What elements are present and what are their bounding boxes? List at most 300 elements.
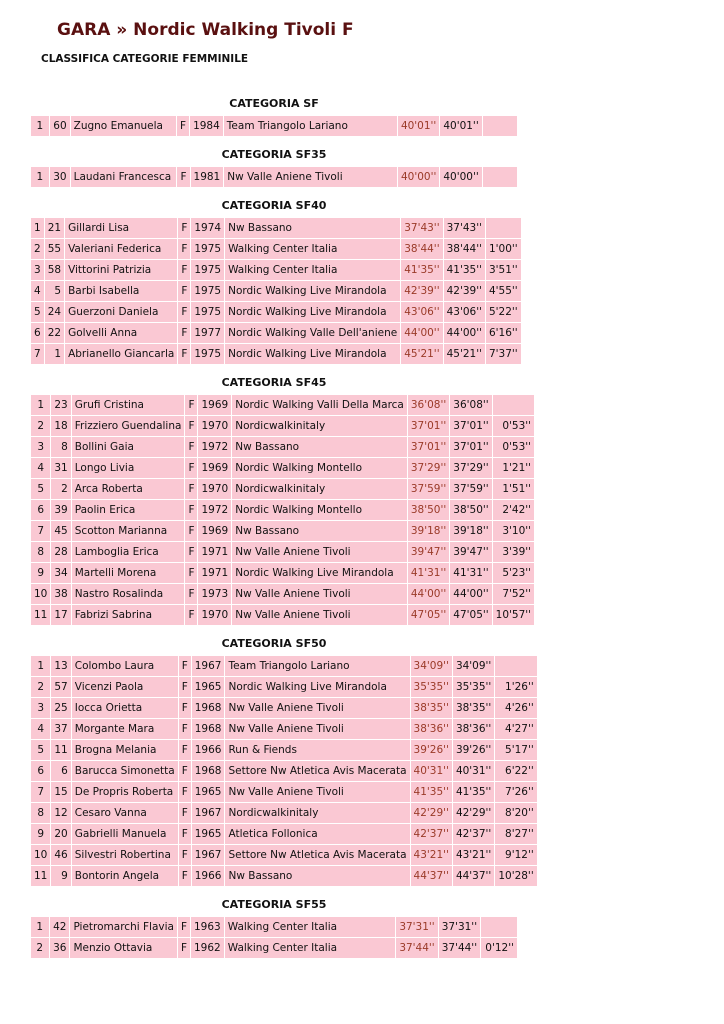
- gap-cell: 5'22'': [486, 302, 521, 322]
- sex-cell: F: [178, 323, 190, 343]
- birth-year-cell: 1967: [192, 803, 225, 823]
- table-row: [31, 281, 521, 301]
- table-row: [31, 542, 534, 562]
- bib-number-cell: 23: [51, 395, 70, 415]
- results-table: [30, 166, 518, 188]
- birth-year-cell: 1975: [191, 239, 224, 259]
- team-cell: Nw Valle Aniene Tivoli: [225, 698, 409, 718]
- gap-cell: 5'23'': [493, 563, 534, 583]
- sex-cell: F: [185, 479, 197, 499]
- birth-year-cell: 1968: [192, 698, 225, 718]
- bib-number-cell: 37: [51, 719, 70, 739]
- gap-cell: 10'28'': [495, 866, 536, 886]
- position-cell: 6: [31, 500, 50, 520]
- sex-cell: F: [178, 917, 190, 937]
- team-cell: Nw Bassano: [225, 866, 409, 886]
- time-cell: 39'18'': [408, 521, 449, 541]
- category-section: [30, 893, 518, 959]
- time-cell: 45'21'': [401, 344, 442, 364]
- time-cell: 38'36'': [411, 719, 452, 739]
- sex-cell: F: [178, 239, 190, 259]
- birth-year-cell: 1969: [198, 521, 231, 541]
- time-cell: 40'00'': [398, 167, 439, 187]
- position-cell: 10: [31, 584, 50, 604]
- real-time-cell: 41'31'': [450, 563, 491, 583]
- gap-cell: 4'26'': [495, 698, 536, 718]
- time-cell: 43'06'': [401, 302, 442, 322]
- position-cell: 4: [31, 719, 50, 739]
- real-time-cell: 40'00'': [440, 167, 481, 187]
- table-row: [31, 803, 537, 823]
- position-cell: 11: [31, 866, 50, 886]
- bib-number-cell: 39: [51, 500, 70, 520]
- gap-cell: 7'26'': [495, 782, 536, 802]
- sex-cell: F: [179, 677, 191, 697]
- position-cell: 4: [31, 458, 50, 478]
- bib-number-cell: 42: [50, 917, 70, 937]
- team-cell: Nw Valle Aniene Tivoli: [225, 782, 409, 802]
- time-cell: 43'21'': [411, 845, 452, 865]
- birth-year-cell: 1965: [192, 677, 225, 697]
- gap-cell: 7'52'': [493, 584, 534, 604]
- birth-year-cell: 1975: [191, 344, 224, 364]
- sex-cell: F: [179, 698, 191, 718]
- real-time-cell: 37'29'': [450, 458, 491, 478]
- athlete-name-cell: Brogna Melania: [72, 740, 178, 760]
- page-title: GARA » Nordic Walking Tivoli F: [57, 20, 354, 40]
- team-cell: Nordic Walking Valle Dell'aniene: [225, 323, 400, 343]
- gap-cell: 4'55'': [486, 281, 521, 301]
- time-cell: 38'35'': [411, 698, 452, 718]
- bib-number-cell: 36: [50, 938, 70, 958]
- real-time-cell: 40'31'': [453, 761, 494, 781]
- gap-cell: 4'27'': [495, 719, 536, 739]
- athlete-name-cell: Bollini Gaia: [72, 437, 185, 457]
- team-cell: Walking Center Italia: [225, 260, 400, 280]
- table-row: [31, 677, 537, 697]
- sex-cell: F: [185, 500, 197, 520]
- real-time-cell: 43'06'': [444, 302, 485, 322]
- birth-year-cell: 1968: [192, 719, 225, 739]
- position-cell: 11: [31, 605, 50, 625]
- bib-number-cell: 6: [51, 761, 70, 781]
- real-time-cell: 42'29'': [453, 803, 494, 823]
- position-cell: 7: [31, 521, 50, 541]
- athlete-name-cell: Vittorini Patrizia: [65, 260, 177, 280]
- real-time-cell: 36'08'': [450, 395, 491, 415]
- table-row: [31, 260, 521, 280]
- results-table: [30, 655, 538, 887]
- birth-year-cell: 1971: [198, 542, 231, 562]
- sex-cell: F: [185, 416, 197, 436]
- bib-number-cell: 20: [51, 824, 70, 844]
- gap-cell: [481, 917, 517, 937]
- time-cell: 37'31'': [396, 917, 437, 937]
- gap-cell: [495, 656, 536, 676]
- results-table: [30, 394, 535, 626]
- team-cell: Team Triangolo Lariano: [225, 656, 409, 676]
- category-header: CATEGORIA SF35: [221, 148, 327, 161]
- time-cell: 47'05'': [408, 605, 449, 625]
- birth-year-cell: 1965: [192, 782, 225, 802]
- bib-number-cell: 57: [51, 677, 70, 697]
- real-time-cell: 40'01'': [440, 116, 481, 136]
- athlete-name-cell: Zugno Emanuela: [71, 116, 176, 136]
- time-cell: 38'50'': [408, 500, 449, 520]
- sex-cell: F: [178, 218, 190, 238]
- time-cell: 37'43'': [401, 218, 442, 238]
- table-row: [31, 866, 537, 886]
- athlete-name-cell: Silvestri Robertina: [72, 845, 178, 865]
- gap-cell: 3'39'': [493, 542, 534, 562]
- sex-cell: F: [185, 563, 197, 583]
- position-cell: 10: [31, 845, 50, 865]
- position-cell: 6: [31, 323, 44, 343]
- position-cell: 5: [31, 479, 50, 499]
- table-row: [31, 563, 534, 583]
- time-cell: 34'09'': [411, 656, 452, 676]
- team-cell: Nw Valle Aniene Tivoli: [224, 167, 397, 187]
- position-cell: 3: [31, 437, 50, 457]
- athlete-name-cell: Colombo Laura: [72, 656, 178, 676]
- table-row: [31, 605, 534, 625]
- sex-cell: F: [179, 803, 191, 823]
- position-cell: 9: [31, 563, 50, 583]
- results-table: [30, 217, 522, 365]
- birth-year-cell: 1970: [198, 605, 231, 625]
- birth-year-cell: 1981: [191, 167, 224, 187]
- position-cell: 1: [31, 116, 49, 136]
- team-cell: Nw Bassano: [232, 521, 407, 541]
- birth-year-cell: 1974: [191, 218, 224, 238]
- birth-year-cell: 1975: [191, 260, 224, 280]
- athlete-name-cell: Menzio Ottavia: [70, 938, 177, 958]
- table-row: [31, 416, 534, 436]
- real-time-cell: 38'44'': [444, 239, 485, 259]
- athlete-name-cell: Valeriani Federica: [65, 239, 177, 259]
- real-time-cell: 47'05'': [450, 605, 491, 625]
- bib-number-cell: 34: [51, 563, 70, 583]
- birth-year-cell: 1963: [191, 917, 224, 937]
- real-time-cell: 37'01'': [450, 416, 491, 436]
- gap-cell: 2'42'': [493, 500, 534, 520]
- bib-number-cell: 45: [51, 521, 70, 541]
- category-header: CATEGORIA SF40: [221, 199, 327, 212]
- table-row: [31, 437, 534, 457]
- real-time-cell: 37'43'': [444, 218, 485, 238]
- real-time-cell: 42'37'': [453, 824, 494, 844]
- gap-cell: 8'27'': [495, 824, 536, 844]
- time-cell: 37'01'': [408, 416, 449, 436]
- athlete-name-cell: Nastro Rosalinda: [72, 584, 185, 604]
- table-row: [31, 500, 534, 520]
- athlete-name-cell: Gillardi Lisa: [65, 218, 177, 238]
- team-cell: Walking Center Italia: [225, 917, 396, 937]
- real-time-cell: 39'18'': [450, 521, 491, 541]
- bib-number-cell: 15: [51, 782, 70, 802]
- position-cell: 3: [31, 698, 50, 718]
- table-row: [31, 845, 537, 865]
- gap-cell: [483, 116, 517, 136]
- team-cell: Settore Nw Atletica Avis Macerata: [225, 845, 409, 865]
- bib-number-cell: 24: [45, 302, 64, 322]
- real-time-cell: 45'21'': [444, 344, 485, 364]
- time-cell: 41'35'': [401, 260, 442, 280]
- sex-cell: F: [179, 824, 191, 844]
- birth-year-cell: 1977: [191, 323, 224, 343]
- position-cell: 2: [31, 416, 50, 436]
- team-cell: Nw Bassano: [225, 218, 400, 238]
- athlete-name-cell: Longo Livia: [72, 458, 185, 478]
- team-cell: Nw Valle Aniene Tivoli: [225, 719, 409, 739]
- bib-number-cell: 55: [45, 239, 64, 259]
- gap-cell: 3'51'': [486, 260, 521, 280]
- bib-number-cell: 2: [51, 479, 70, 499]
- bib-number-cell: 11: [51, 740, 70, 760]
- table-row: [31, 740, 537, 760]
- time-cell: 39'47'': [408, 542, 449, 562]
- time-cell: 42'39'': [401, 281, 442, 301]
- position-cell: 3: [31, 260, 44, 280]
- sex-cell: F: [178, 260, 190, 280]
- bib-number-cell: 1: [45, 344, 64, 364]
- sex-cell: F: [179, 845, 191, 865]
- bib-number-cell: 25: [51, 698, 70, 718]
- athlete-name-cell: Laudani Francesca: [71, 167, 177, 187]
- team-cell: Nordic Walking Montello: [232, 500, 407, 520]
- birth-year-cell: 1975: [191, 281, 224, 301]
- category-section: [30, 92, 518, 137]
- real-time-cell: 43'21'': [453, 845, 494, 865]
- table-row: [31, 323, 521, 343]
- birth-year-cell: 1972: [198, 500, 231, 520]
- sex-cell: F: [179, 761, 191, 781]
- gap-cell: [486, 218, 521, 238]
- athlete-name-cell: Vicenzi Paola: [72, 677, 178, 697]
- athlete-name-cell: De Propris Roberta: [72, 782, 178, 802]
- gap-cell: 1'51'': [493, 479, 534, 499]
- team-cell: Nordicwalkinitaly: [232, 416, 407, 436]
- table-row: [31, 395, 534, 415]
- table-row: [31, 917, 517, 937]
- bib-number-cell: 30: [50, 167, 70, 187]
- birth-year-cell: 1969: [198, 395, 231, 415]
- athlete-name-cell: Guerzoni Daniela: [65, 302, 177, 322]
- birth-year-cell: 1968: [192, 761, 225, 781]
- table-row: [31, 656, 537, 676]
- position-cell: 4: [31, 281, 44, 301]
- time-cell: 40'31'': [411, 761, 452, 781]
- bib-number-cell: 18: [51, 416, 70, 436]
- birth-year-cell: 1970: [198, 479, 231, 499]
- athlete-name-cell: Pietromarchi Flavia: [70, 917, 177, 937]
- position-cell: 2: [31, 938, 49, 958]
- table-row: [31, 239, 521, 259]
- time-cell: 39'26'': [411, 740, 452, 760]
- sex-cell: F: [185, 584, 197, 604]
- position-cell: 5: [31, 302, 44, 322]
- results-table: [30, 916, 518, 959]
- birth-year-cell: 1971: [198, 563, 231, 583]
- sex-cell: F: [178, 938, 190, 958]
- team-cell: Nw Valle Aniene Tivoli: [232, 605, 407, 625]
- gap-cell: 0'12'': [481, 938, 517, 958]
- team-cell: Nw Valle Aniene Tivoli: [232, 584, 407, 604]
- bib-number-cell: 31: [51, 458, 70, 478]
- real-time-cell: 37'31'': [439, 917, 480, 937]
- gap-cell: [483, 167, 517, 187]
- sex-cell: F: [185, 437, 197, 457]
- athlete-name-cell: Barbi Isabella: [65, 281, 177, 301]
- athlete-name-cell: Frizziero Guendalina: [72, 416, 185, 436]
- bib-number-cell: 12: [51, 803, 70, 823]
- team-cell: Team Triangolo Lariano: [224, 116, 397, 136]
- sex-cell: F: [179, 866, 191, 886]
- category-header: CATEGORIA SF55: [221, 898, 327, 911]
- sex-cell: F: [177, 167, 189, 187]
- gap-cell: 1'26'': [495, 677, 536, 697]
- time-cell: 41'31'': [408, 563, 449, 583]
- athlete-name-cell: Abrianello Giancarla: [65, 344, 177, 364]
- real-time-cell: 41'35'': [444, 260, 485, 280]
- team-cell: Nordic Walking Live Mirandola: [225, 302, 400, 322]
- category-header: CATEGORIA SF: [229, 97, 319, 110]
- table-row: [31, 302, 521, 322]
- table-row: [31, 218, 521, 238]
- bib-number-cell: 13: [51, 656, 70, 676]
- category-section: [30, 143, 518, 188]
- time-cell: 37'29'': [408, 458, 449, 478]
- team-cell: Nordic Walking Valli Della Marca: [232, 395, 407, 415]
- table-row: [31, 116, 517, 136]
- position-cell: 1: [31, 656, 50, 676]
- gap-cell: 0'53'': [493, 437, 534, 457]
- team-cell: Nordicwalkinitaly: [225, 803, 409, 823]
- time-cell: 42'29'': [411, 803, 452, 823]
- table-row: [31, 584, 534, 604]
- birth-year-cell: 1975: [191, 302, 224, 322]
- position-cell: 2: [31, 239, 44, 259]
- real-time-cell: 44'37'': [453, 866, 494, 886]
- time-cell: 44'00'': [401, 323, 442, 343]
- table-row: [31, 719, 537, 739]
- sex-cell: F: [185, 458, 197, 478]
- sex-cell: F: [178, 281, 190, 301]
- table-row: [31, 344, 521, 364]
- bib-number-cell: 17: [51, 605, 70, 625]
- sex-cell: F: [185, 542, 197, 562]
- team-cell: Nw Bassano: [232, 437, 407, 457]
- athlete-name-cell: Martelli Morena: [72, 563, 185, 583]
- real-time-cell: 39'26'': [453, 740, 494, 760]
- birth-year-cell: 1984: [190, 116, 223, 136]
- gap-cell: 1'21'': [493, 458, 534, 478]
- bib-number-cell: 5: [45, 281, 64, 301]
- time-cell: 35'35'': [411, 677, 452, 697]
- birth-year-cell: 1969: [198, 458, 231, 478]
- athlete-name-cell: Gabrielli Manuela: [72, 824, 178, 844]
- sex-cell: F: [179, 656, 191, 676]
- real-time-cell: 34'09'': [453, 656, 494, 676]
- bib-number-cell: 28: [51, 542, 70, 562]
- athlete-name-cell: Bontorin Angela: [72, 866, 178, 886]
- team-cell: Nordic Walking Live Mirandola: [225, 344, 400, 364]
- position-cell: 9: [31, 824, 50, 844]
- real-time-cell: 38'36'': [453, 719, 494, 739]
- time-cell: 44'37'': [411, 866, 452, 886]
- sex-cell: F: [179, 719, 191, 739]
- team-cell: Run & Fiends: [225, 740, 409, 760]
- real-time-cell: 41'35'': [453, 782, 494, 802]
- bib-number-cell: 60: [50, 116, 70, 136]
- athlete-name-cell: Cesaro Vanna: [72, 803, 178, 823]
- birth-year-cell: 1967: [192, 656, 225, 676]
- sex-cell: F: [179, 782, 191, 802]
- results-container: [30, 92, 534, 959]
- sex-cell: F: [179, 740, 191, 760]
- real-time-cell: 38'50'': [450, 500, 491, 520]
- team-cell: Nordic Walking Montello: [232, 458, 407, 478]
- athlete-name-cell: Morgante Mara: [72, 719, 178, 739]
- birth-year-cell: 1966: [192, 866, 225, 886]
- time-cell: 37'59'': [408, 479, 449, 499]
- real-time-cell: 37'01'': [450, 437, 491, 457]
- page-subtitle: CLASSIFICA CATEGORIE FEMMINILE: [41, 53, 249, 65]
- athlete-name-cell: Grufi Cristina: [72, 395, 185, 415]
- table-row: [31, 521, 534, 541]
- gap-cell: [493, 395, 534, 415]
- position-cell: 7: [31, 344, 44, 364]
- bib-number-cell: 9: [51, 866, 70, 886]
- position-cell: 1: [31, 395, 50, 415]
- gap-cell: 3'10'': [493, 521, 534, 541]
- team-cell: Nordicwalkinitaly: [232, 479, 407, 499]
- team-cell: Walking Center Italia: [225, 938, 396, 958]
- gap-cell: 10'57'': [493, 605, 534, 625]
- bib-number-cell: 22: [45, 323, 64, 343]
- category-section: [30, 632, 534, 887]
- bib-number-cell: 21: [45, 218, 64, 238]
- team-cell: Nordic Walking Live Mirandola: [232, 563, 407, 583]
- athlete-name-cell: Scotton Marianna: [72, 521, 185, 541]
- position-cell: 8: [31, 803, 50, 823]
- athlete-name-cell: Arca Roberta: [72, 479, 185, 499]
- table-row: [31, 458, 534, 478]
- category-header: CATEGORIA SF45: [221, 376, 327, 389]
- team-cell: Nordic Walking Live Mirandola: [225, 677, 409, 697]
- bib-number-cell: 58: [45, 260, 64, 280]
- athlete-name-cell: Lamboglia Erica: [72, 542, 185, 562]
- position-cell: 2: [31, 677, 50, 697]
- athlete-name-cell: Iocca Orietta: [72, 698, 178, 718]
- time-cell: 42'37'': [411, 824, 452, 844]
- position-cell: 1: [31, 917, 49, 937]
- gap-cell: 1'00'': [486, 239, 521, 259]
- team-cell: Nw Valle Aniene Tivoli: [232, 542, 407, 562]
- sex-cell: F: [178, 302, 190, 322]
- gap-cell: 8'20'': [495, 803, 536, 823]
- position-cell: 5: [31, 740, 50, 760]
- table-row: [31, 824, 537, 844]
- results-table: [30, 115, 518, 137]
- time-cell: 37'01'': [408, 437, 449, 457]
- real-time-cell: 38'35'': [453, 698, 494, 718]
- sex-cell: F: [185, 521, 197, 541]
- table-row: [31, 698, 537, 718]
- real-time-cell: 42'39'': [444, 281, 485, 301]
- table-row: [31, 782, 537, 802]
- athlete-name-cell: Paolin Erica: [72, 500, 185, 520]
